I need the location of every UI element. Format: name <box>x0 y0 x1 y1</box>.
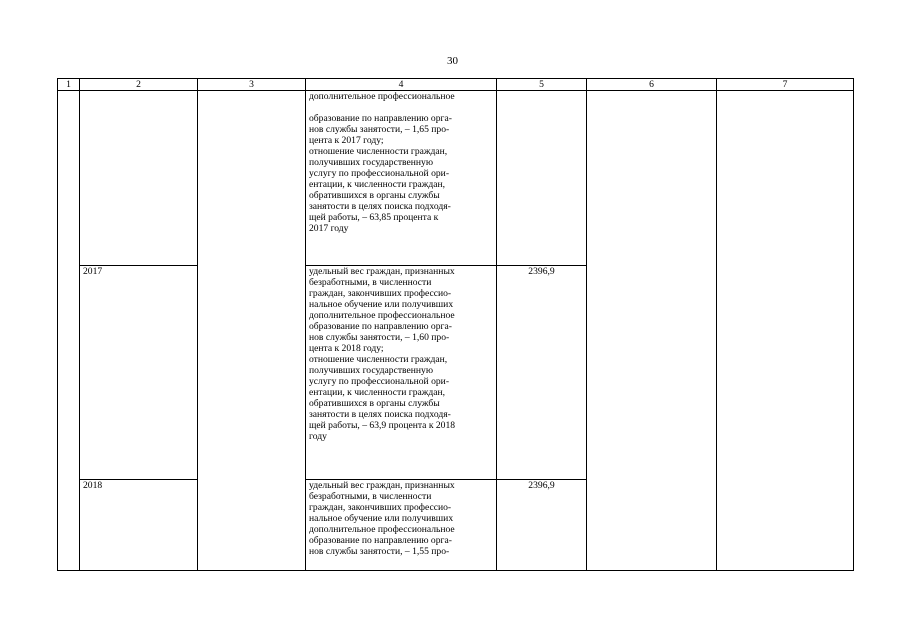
header-cell-4: 4 <box>306 79 497 91</box>
col3-cell <box>198 91 306 571</box>
indicator-cell <box>306 266 497 480</box>
col7-cell <box>717 91 854 571</box>
year-cell <box>80 91 198 266</box>
indicator-cell <box>306 480 497 571</box>
amount-cell <box>497 91 587 266</box>
year-cell: 2017 <box>80 266 198 480</box>
header-cell-3: 3 <box>198 79 306 91</box>
indicator-text: удельный вес граждан, признанных безработными, в численности граждан, закончивших профессио- нальное обучение или получивших дополнительное профессиональное образование по направлению орга- нов службы занятости, – 1,55 про- <box>309 480 455 557</box>
indicator-cell <box>306 91 497 266</box>
header-cell-1: 1 <box>58 79 80 91</box>
program-table <box>57 78 854 571</box>
header-cell-2: 2 <box>80 79 198 91</box>
col6-cell <box>587 91 717 571</box>
header-cell-7: 7 <box>717 79 854 91</box>
table-header-row <box>58 79 854 91</box>
page-number: 30 <box>447 55 458 67</box>
header-cell-5: 5 <box>497 79 587 91</box>
table-row <box>58 91 854 266</box>
indicator-text: дополнительное профессиональное образование по направлению орга- нов службы занятости, – 1,65 про- цента к 2017 году; отношение численности граждан, получивших государственную услугу по профессиональной ори- ентации, к численности граждан, обратившихся в органы службы занятости в целях поиска подходя- щей работы, – 63,85 процента к 2017 году <box>309 91 455 234</box>
indicator-text: удельный вес граждан, признанных безработными, в численности граждан, закончивших профессио- нальное обучение или получивших дополнительное профессиональное образование по направлению орга- нов службы занятости, – 1,60 про- цента к 2018 году; отношение численности граждан, получивших государственную услугу по профессиональной ори- ентации, к численности граждан, обратившихся в органы службы занятости в целях поиска подходя- щей работы, – 63,9 процента к 2018 году <box>309 266 456 442</box>
year-cell: 2018 <box>80 480 198 571</box>
amount-cell: 2396,9 <box>497 480 587 571</box>
header-cell-6: 6 <box>587 79 717 91</box>
col1-cell <box>58 91 80 571</box>
amount-cell: 2396,9 <box>497 266 587 480</box>
